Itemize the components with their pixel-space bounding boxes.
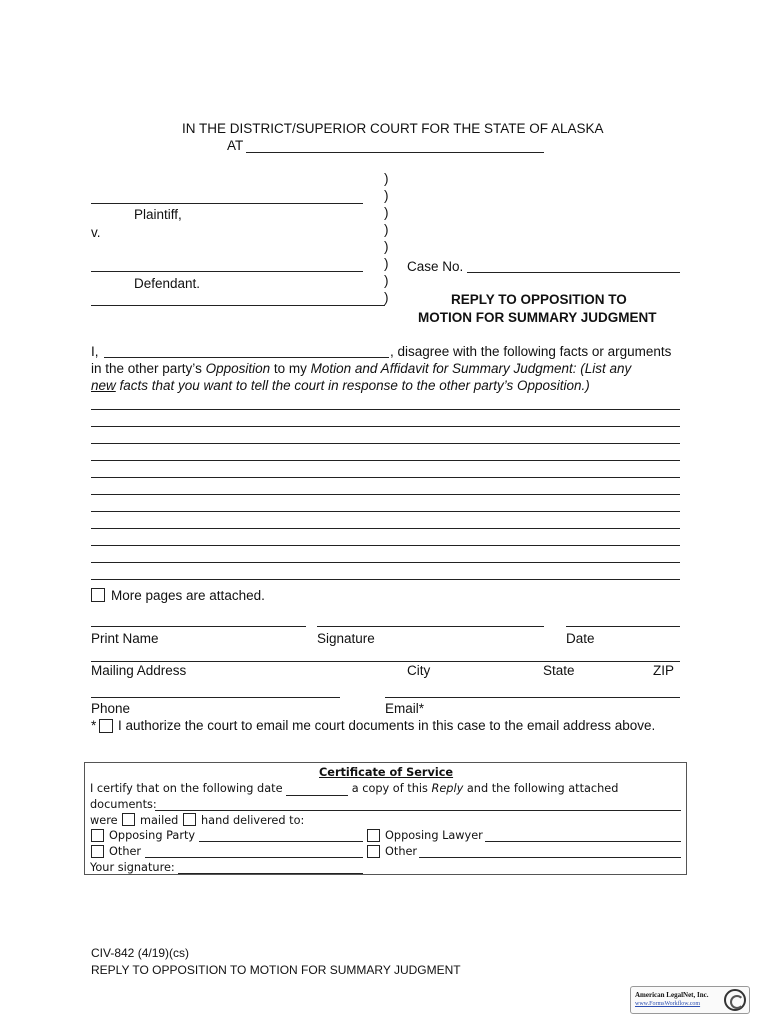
other-label: Other: [109, 845, 142, 858]
phone-label: Phone: [91, 701, 131, 716]
opposition-term: Opposition: [205, 361, 271, 376]
caption-paren: ): [384, 222, 389, 237]
statement-text: in the other party’s: [91, 361, 206, 376]
motion-term: Motion and Affidavit for Summary Judgment: (: [310, 361, 585, 376]
versus-label: v.: [91, 225, 101, 240]
american-legalnet-logo: [630, 986, 750, 1014]
response-line[interactable]: [91, 528, 680, 529]
phone-field[interactable]: [91, 697, 340, 698]
your-signature-field[interactable]: [178, 873, 363, 874]
caption-paren: ): [384, 188, 389, 203]
mailing-address-label: Mailing Address: [91, 663, 187, 678]
form-number: CIV-842 (4/19)(cs): [91, 946, 190, 960]
authorize-email-label: I authorize the court to email me court documents in this case to the email address above.: [118, 718, 656, 733]
response-line[interactable]: [91, 477, 680, 478]
other-checkbox-2[interactable]: [367, 845, 380, 858]
mailing-address-field[interactable]: [91, 661, 680, 662]
documents-label: documents:: [90, 798, 157, 811]
mailed-checkbox[interactable]: [122, 813, 135, 826]
certify-text: a copy of this: [348, 782, 432, 795]
caption-paren: ): [384, 273, 389, 288]
hand-delivered-label: hand delivered to:: [201, 814, 305, 827]
statement-text: facts that you want to tell the court in response to the other party’s Opposition.): [115, 378, 590, 393]
opposing-party-checkbox[interactable]: [91, 829, 104, 842]
statement-line2: [91, 361, 631, 376]
certificate-of-service-box: [84, 762, 687, 875]
plaintiff-label: Plaintiff,: [134, 207, 182, 222]
document-title-line1: REPLY TO OPPOSITION TO: [451, 292, 627, 307]
were-label: were: [90, 814, 118, 827]
caption-paren: ): [384, 290, 389, 305]
defendant-label: Defendant.: [134, 276, 201, 291]
email-field[interactable]: [385, 697, 680, 698]
new-term: new: [91, 378, 116, 393]
opposing-lawyer-label: Opposing Lawyer: [385, 829, 483, 842]
i-label: I,: [91, 344, 99, 359]
documents-field[interactable]: [155, 810, 681, 811]
opposing-lawyer-field[interactable]: [485, 841, 681, 842]
document-title-line2: MOTION FOR SUMMARY JUDGMENT: [418, 310, 657, 325]
name-field[interactable]: [104, 357, 389, 358]
response-line[interactable]: [91, 545, 680, 546]
response-line[interactable]: [91, 494, 680, 495]
logo-url-link[interactable]: www.FormsWorkflow.com: [635, 1001, 701, 1007]
list-any-instruction: List any: [584, 361, 632, 376]
response-line[interactable]: [91, 460, 680, 461]
court-title: IN THE DISTRICT/SUPERIOR COURT FOR THE STATE OF ALASKA: [182, 121, 604, 136]
date-label: Date: [566, 631, 595, 646]
mailed-label: mailed: [140, 814, 179, 827]
zip-label: ZIP: [653, 663, 675, 678]
case-no-label: Case No.: [407, 259, 464, 274]
caption-paren: ): [384, 171, 389, 186]
hand-delivered-checkbox[interactable]: [183, 813, 196, 826]
opposing-party-field[interactable]: [199, 841, 363, 842]
statement-line3: [91, 378, 590, 393]
print-name-label: Print Name: [91, 631, 159, 646]
at-label: AT: [227, 138, 244, 153]
caption-bottom-line: [91, 305, 385, 306]
more-pages-label: More pages are attached.: [111, 588, 265, 603]
other-field-2[interactable]: [419, 857, 681, 858]
more-pages-checkbox[interactable]: [91, 588, 105, 602]
state-label: State: [543, 663, 575, 678]
court-location-field[interactable]: [246, 152, 544, 153]
plaintiff-name-field[interactable]: [91, 203, 363, 204]
email-label: Email*: [385, 701, 425, 716]
response-line[interactable]: [91, 426, 680, 427]
signature-field[interactable]: [317, 626, 544, 627]
your-signature-label: Your signature:: [90, 861, 175, 874]
caption-paren: ): [384, 239, 389, 254]
certify-text: and the following attached: [463, 782, 619, 795]
service-date-field[interactable]: [286, 782, 348, 796]
form-footer-title: REPLY TO OPPOSITION TO MOTION FOR SUMMARY JUDGMENT: [91, 963, 461, 977]
reply-term: Reply: [431, 782, 464, 795]
signature-label: Signature: [317, 631, 375, 646]
print-name-field[interactable]: [91, 626, 306, 627]
response-line[interactable]: [91, 511, 680, 512]
other-checkbox[interactable]: [91, 845, 104, 858]
seal-icon: [724, 989, 746, 1011]
response-line[interactable]: [91, 562, 680, 563]
certify-line: [90, 782, 618, 796]
logo-company: American LegalNet, Inc.: [635, 991, 709, 999]
caption-paren: ): [384, 256, 389, 271]
authorize-email-checkbox[interactable]: [99, 719, 113, 733]
statement-text: to my: [270, 361, 311, 376]
defendant-name-field[interactable]: [91, 271, 363, 272]
city-label: City: [407, 663, 431, 678]
response-line[interactable]: [91, 443, 680, 444]
certificate-title: Certificate of Service: [319, 766, 454, 779]
caption-paren: ): [384, 205, 389, 220]
other-field[interactable]: [145, 857, 363, 858]
opposing-party-label: Opposing Party: [109, 829, 196, 842]
response-line[interactable]: [91, 409, 680, 410]
other-label-2: Other: [385, 845, 418, 858]
opposing-lawyer-checkbox[interactable]: [367, 829, 380, 842]
asterisk-note: *: [91, 718, 97, 733]
response-line[interactable]: [91, 579, 680, 580]
case-no-field[interactable]: [467, 272, 680, 273]
certify-text: I certify that on the following date: [90, 782, 287, 795]
date-field[interactable]: [566, 626, 680, 627]
statement-line1-tail: , disagree with the following facts or arguments: [390, 344, 672, 359]
